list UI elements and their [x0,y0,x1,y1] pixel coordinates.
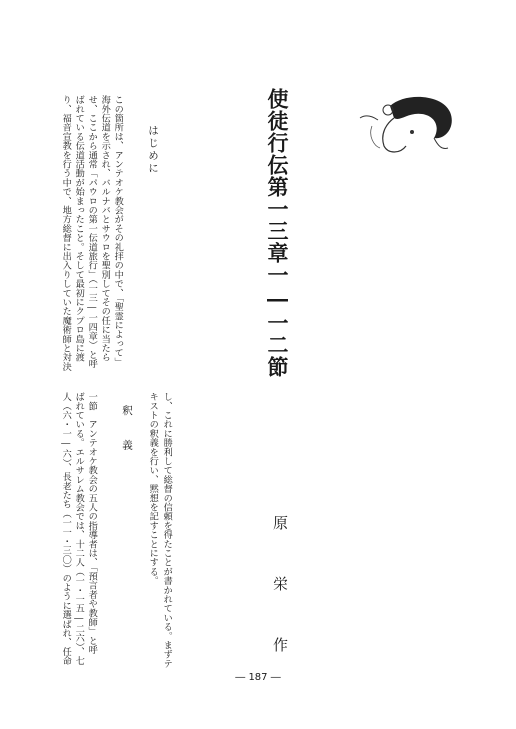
text-line: 海外伝道を示され、バルナバとサウロを聖別してその任に当たら [99,95,111,362]
text-line: キストの釈義を行い、黙想を記すことにする。 [147,392,159,586]
text-line: り、福音宣教を行う中で、地方総督に出入りしていた魔術師と対決 [60,95,72,371]
page-number: ― 187 ― [235,672,281,683]
text-line: 一節 アンテオケ教会の五人の指導者は、「預言者や教師」と呼 [86,392,98,655]
decorative-illustration [350,88,460,158]
author-name: 原 栄 作 [271,515,289,666]
text-line: せ、ここから通常「パウロの第一伝道旅行」（一三―一四章）と呼 [86,95,98,369]
exegesis-heading: 釈 義 [121,405,133,456]
text-line: し、これに勝利して総督の信頼を得たことが書かれている。まずテ [161,392,173,668]
article-title: 使徒行伝第一三章一―一二節 [265,88,290,378]
text-line: 人（六・一―六）、長老たち（一一・三〇）のように選ばれ、任命 [60,392,72,666]
text-line: ばれている。エルサレム教会では、十二人（一・一五―二六）、七 [73,392,85,666]
text-line: この箇所は、アンテオケ教会がその礼拝の中で、「聖霊によって」 [112,95,124,367]
text-line: ばれている伝道活動が始まったこと。そして最初にクプロ島に渡 [73,95,85,362]
intro-heading: はじめに [147,125,159,175]
